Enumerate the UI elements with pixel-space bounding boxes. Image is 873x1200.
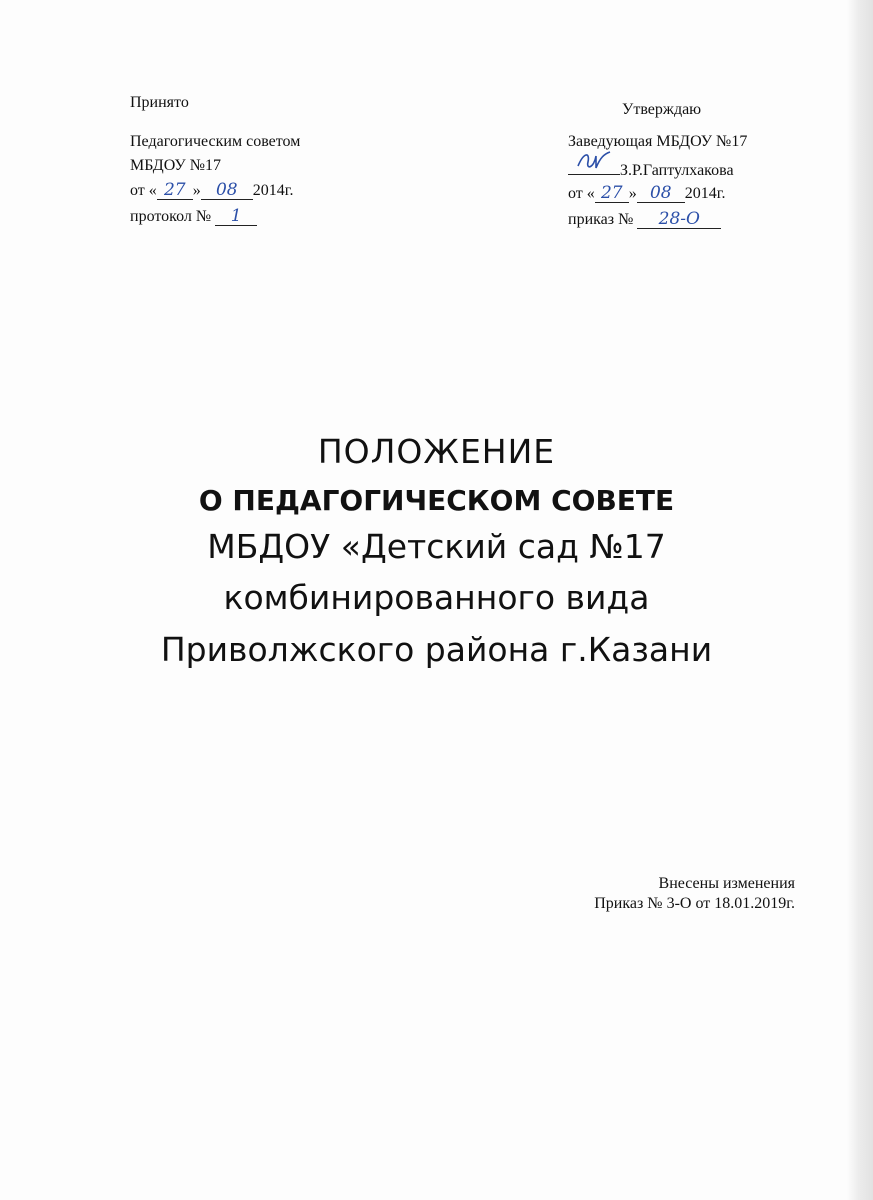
- position-label: Заведующая МБДОУ №17: [568, 133, 748, 150]
- org-name-line2: комбинированного вида: [223, 578, 650, 617]
- council-label: Педагогическим советом: [130, 133, 301, 150]
- date-day-field: [595, 185, 629, 203]
- order-line: [568, 210, 721, 230]
- signature-scribble-icon: [574, 148, 614, 174]
- date-prefix: от «: [568, 185, 595, 202]
- date-prefix: от «: [130, 182, 157, 199]
- changes-note: [594, 874, 795, 914]
- signature-field: [568, 158, 620, 175]
- changes-line2: Приказ № 3-О от 18.01.2019г.: [594, 895, 795, 912]
- left-date: [130, 181, 294, 201]
- date-day-field: [157, 182, 193, 200]
- date-day-value: 27: [600, 183, 623, 203]
- date-year: 2014г.: [684, 185, 726, 202]
- org-label: МБДОУ №17: [130, 157, 221, 174]
- document-subtitle: О ПЕДАГОГИЧЕСКОМ СОВЕТЕ: [198, 484, 675, 517]
- order-number-field: [637, 211, 721, 229]
- date-year: 2014г.: [252, 182, 294, 199]
- order-number-value: 28-О: [658, 209, 700, 229]
- date-mid: »: [628, 185, 637, 202]
- date-month-value: 08: [215, 180, 238, 200]
- protocol-number-value: 1: [230, 206, 242, 226]
- accepted-label: Принято: [130, 94, 189, 111]
- approve-label: Утверждаю: [622, 101, 702, 118]
- protocol-label: протокол №: [130, 208, 212, 225]
- protocol-line: [130, 207, 257, 227]
- order-label: приказ №: [568, 211, 634, 228]
- org-name-line1: МБДОУ «Детский сад №17: [207, 527, 666, 566]
- date-month-field: [201, 182, 253, 200]
- director-name: З.Р.Гаптулхакова: [620, 162, 734, 179]
- changes-line1: Внесены изменения: [658, 875, 795, 892]
- right-date: [568, 184, 726, 204]
- protocol-number-field: [215, 208, 257, 226]
- date-day-value: 27: [163, 180, 186, 200]
- date-mid: »: [192, 182, 201, 199]
- date-month-field: [637, 185, 685, 203]
- date-month-value: 08: [649, 183, 672, 203]
- signature-line: [568, 158, 734, 181]
- org-name-line3: Приволжского района г.Казани: [160, 630, 713, 669]
- document-title: ПОЛОЖЕНИЕ: [317, 432, 556, 471]
